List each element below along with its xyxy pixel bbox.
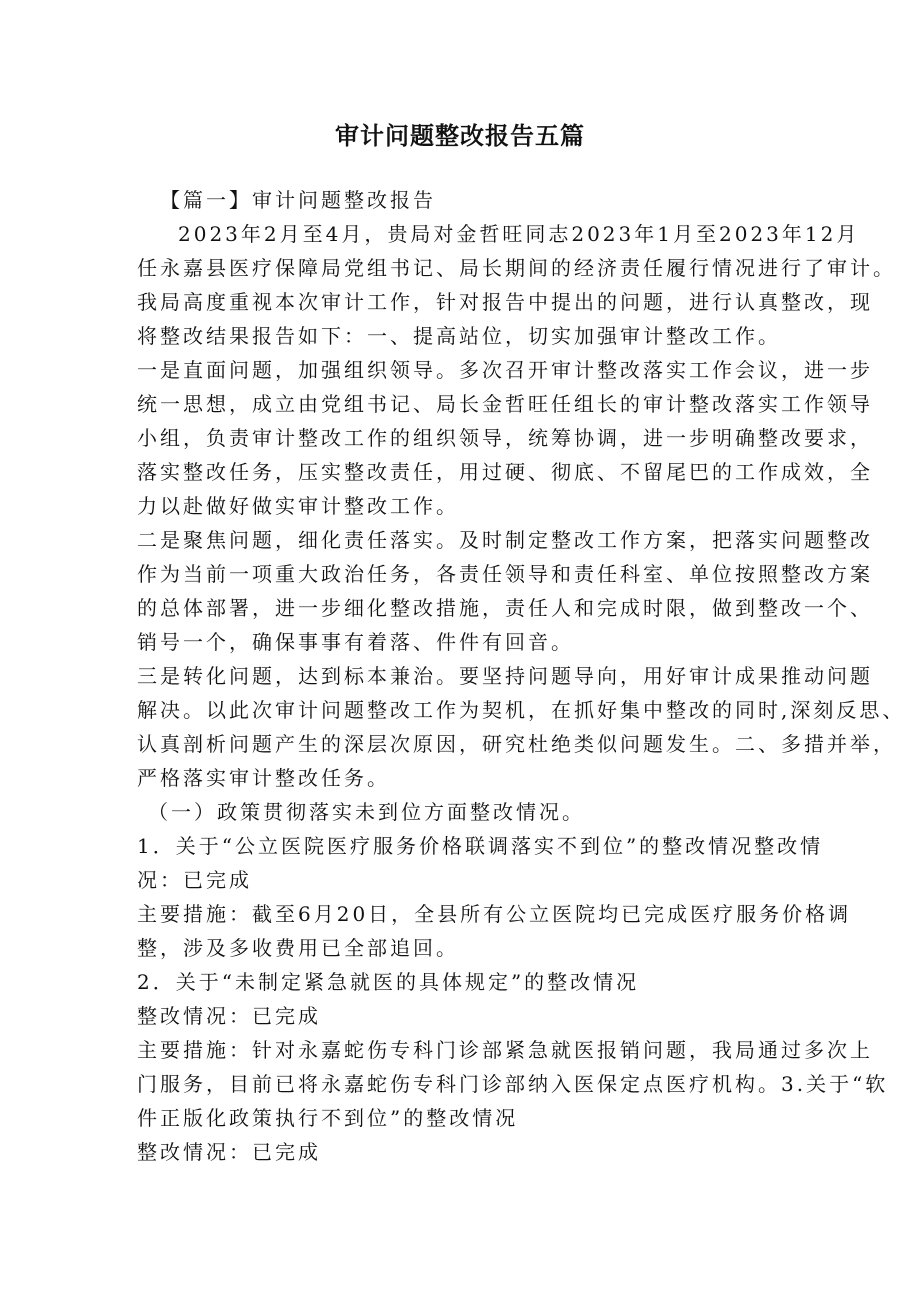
measure-line: 门服务，目前已将永嘉蛇伤专科门诊部纳入医保定点医疗机构。3.关于“软 [137,1072,889,1096]
paragraph-line: 一是直面问题，加强组织领导。多次召开审计整改落实工作会议，进一步 [137,358,873,382]
paragraph-line: 统一思想，成立由党组书记、局长金哲旺任组长的审计整改落实工作领导 [137,392,873,416]
status-line: 整改情况：已完成 [137,1004,321,1028]
item-heading: 件正版化政策执行不到位”的整改情况 [137,1106,519,1130]
status-line: 整改情况：已完成 [137,1140,321,1164]
paragraph-line: 任永嘉县医疗保障局党组书记、局长期间的经济责任履行情况进行了审计。 [137,256,896,280]
paragraph-line: 的总体部署，进一步细化整改措施，责任人和完成时限，做到整改一个、 [137,596,873,620]
document-title: 审计问题整改报告五篇 [335,122,585,150]
paragraph-line: 将整改结果报告如下：一、提高站位，切实加强审计整改工作。 [137,324,781,348]
paragraph-line: 认真剖析问题产生的深层次原因，研究杜绝类似问题发生。二、多措并举， [137,732,896,756]
paragraph-line: 我局高度重视本次审计工作，针对报告中提出的问题，进行认真整改，现 [137,290,873,314]
paragraph-line: 销号一个，确保事事有着落、件件有回音。 [137,630,574,654]
item-heading: 1．关于“公立医院医疗服务价格联调落实不到位”的整改情况整改情 [137,834,824,858]
paragraph-line: 二是聚焦问题，细化责任落实。及时制定整改工作方案，把落实问题整改 [137,528,873,552]
paragraph-line: 小组，负责审计整改工作的组织领导，统筹协调，进一步明确整改要求， [137,426,873,450]
paragraph-line: 解决。以此次审计问题整改工作为契机，在抓好集中整改的同时,深刻反思、 [137,698,906,722]
paragraph-line: 严格落实审计整改任务。 [137,766,390,790]
measure-line: 主要措施：截至6月20日，全县所有公立医院均已完成医疗服务价格调 [137,902,852,926]
paragraph-line: 作为当前一项重大政治任务，各责任领导和责任科室、单位按照整改方案 [137,562,873,586]
item-heading: 2．关于“未制定紧急就医的具体规定”的整改情况 [137,970,640,994]
paragraph-line: 力以赴做好做实审计整改工作。 [137,494,459,518]
section-heading: 【篇一】审计问题整改报告 [160,188,436,212]
paragraph-line: 2023年2月至4月，贵局对金哲旺同志2023年1月至2023年12月 [178,222,860,246]
measure-line: 整，涉及多收费用已全部追回。 [137,936,459,960]
paragraph-line: 落实整改任务，压实整改责任，用过硬、彻底、不留尾巴的工作成效，全 [137,460,873,484]
subsection-heading: （一）政策贯彻落实未到位方面整改情况。 [148,800,585,824]
paragraph-line: 三是转化问题，达到标本兼治。要坚持问题导向，用好审计成果推动问题 [137,664,873,688]
document-body [137,183,906,1169]
status-line: 况：已完成 [137,868,252,892]
measure-line: 主要措施：针对永嘉蛇伤专科门诊部紧急就医报销问题，我局通过多次上 [137,1038,873,1062]
